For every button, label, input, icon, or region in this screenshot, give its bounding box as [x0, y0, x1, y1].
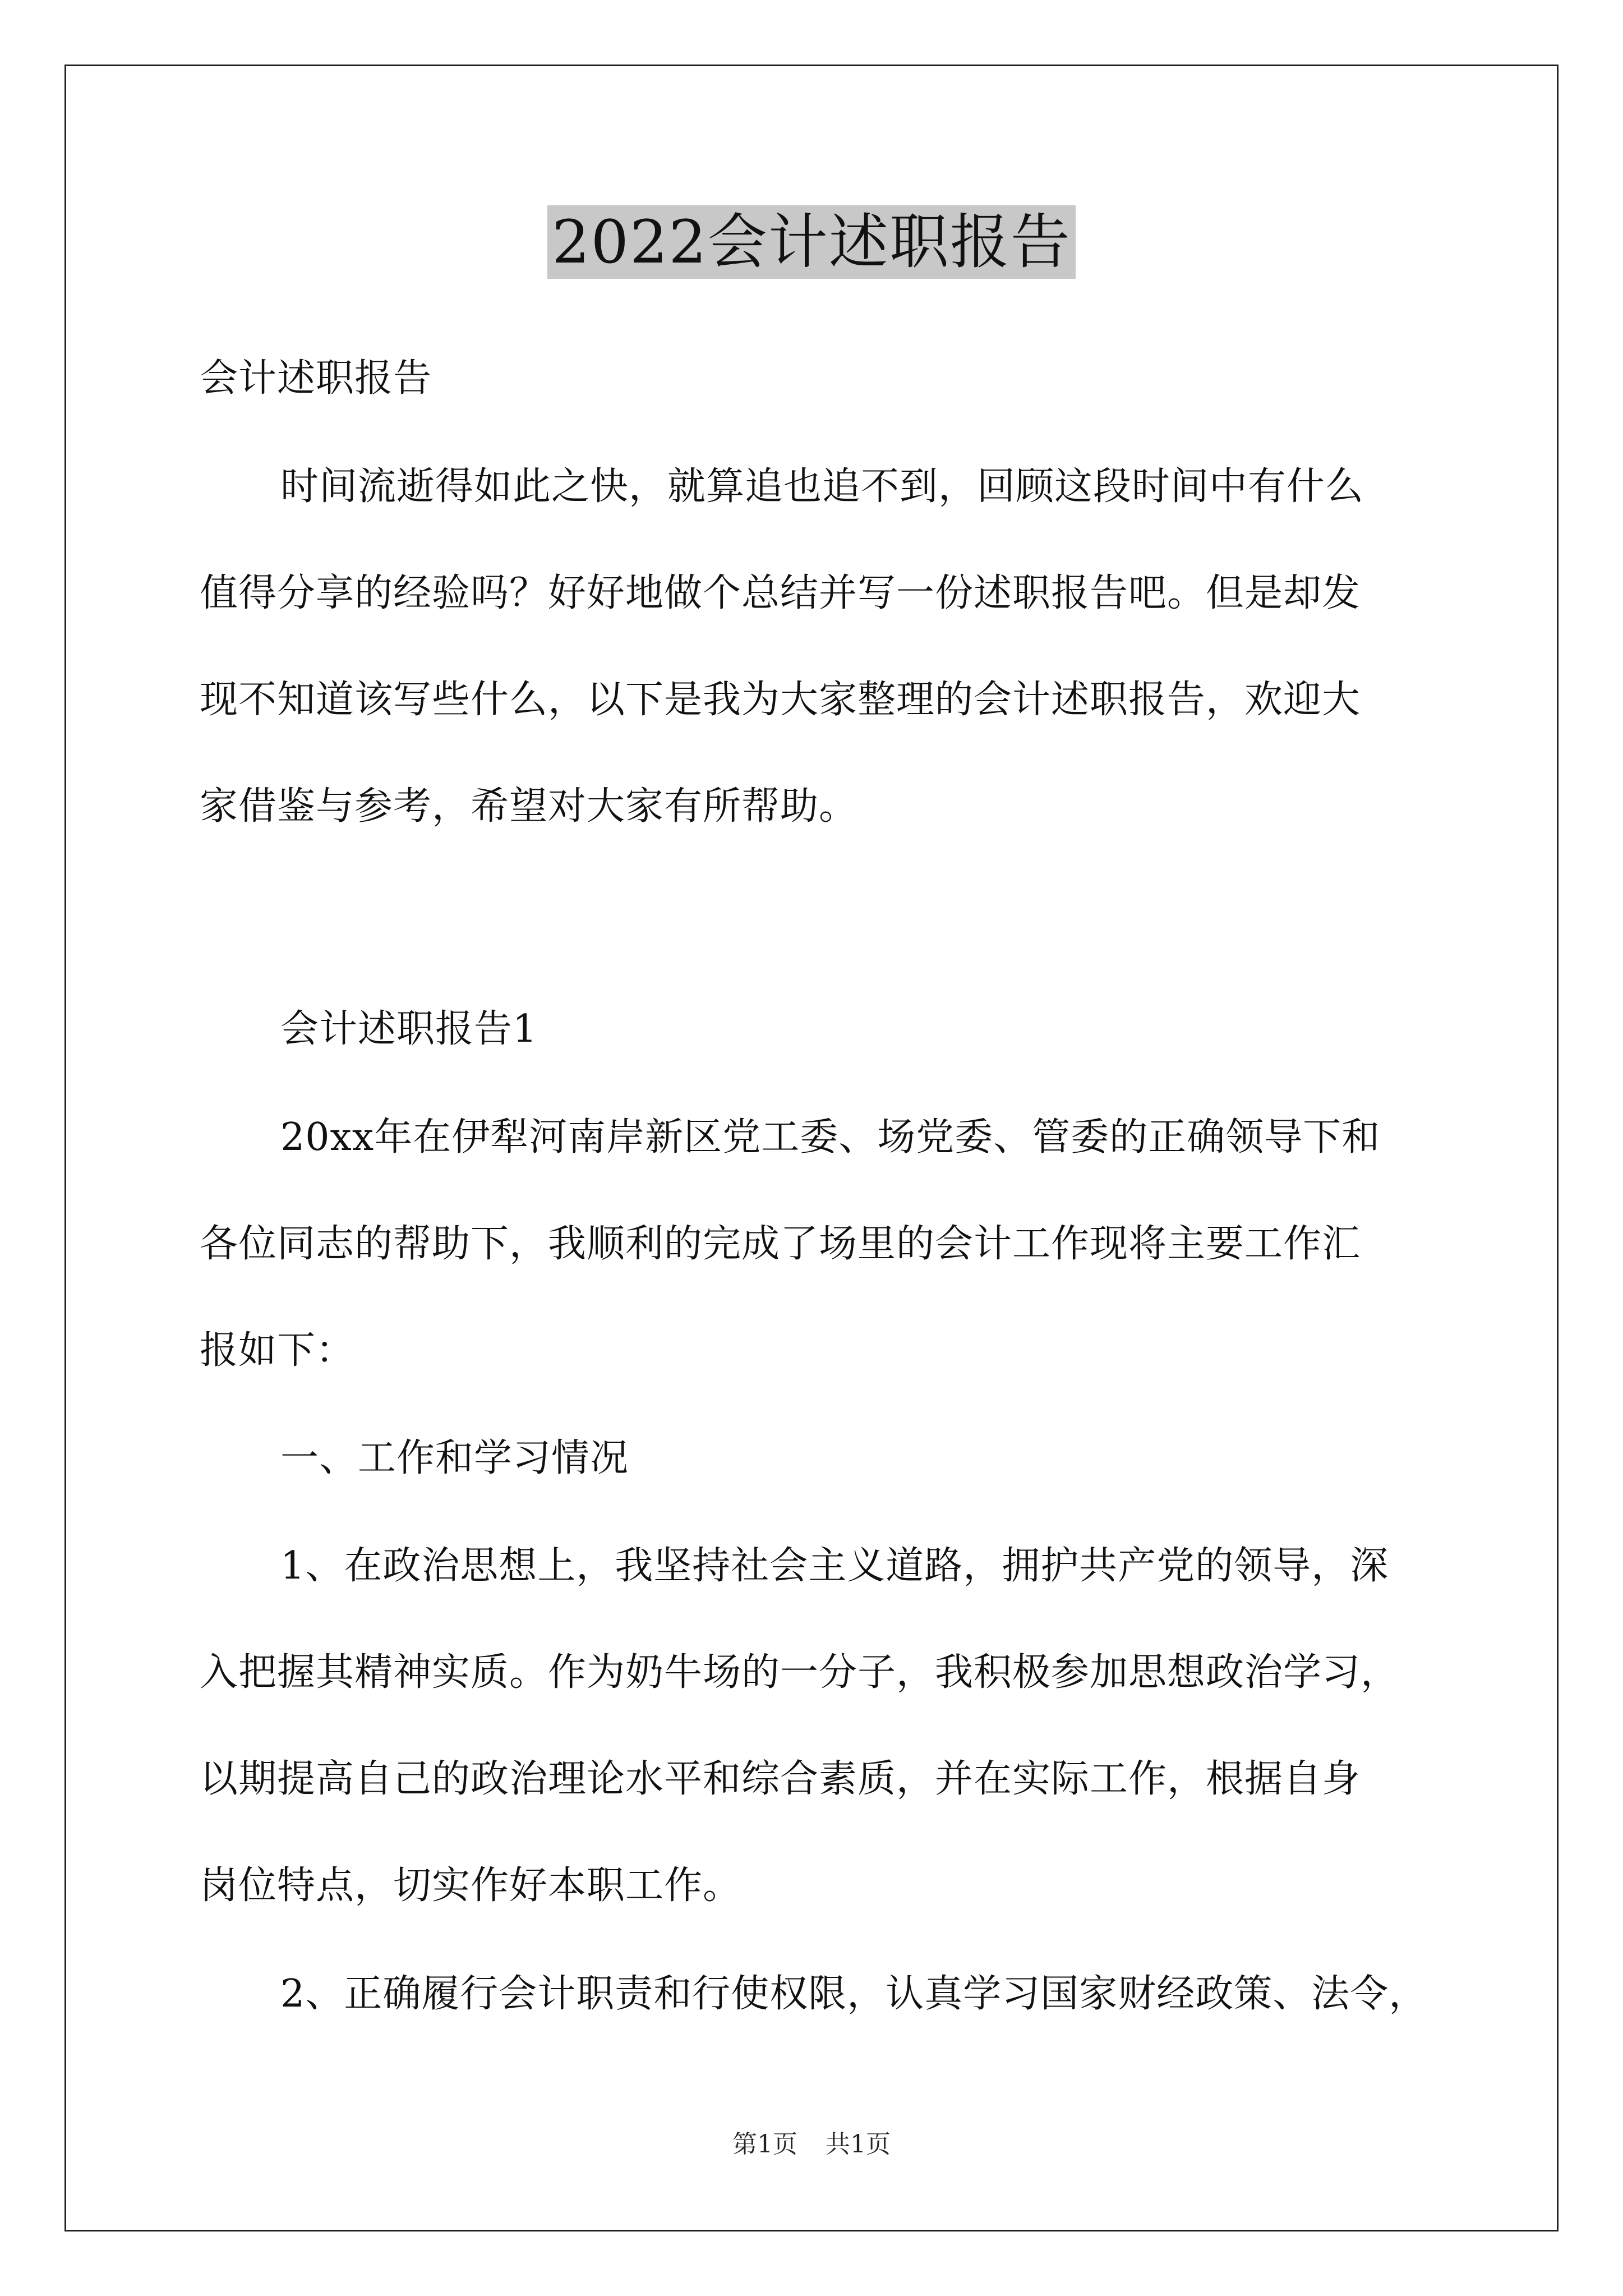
- sub-heading: 一、工作和学习情况: [280, 1436, 629, 1480]
- intro-line-4: 家借鉴与参考，希望对大家有所帮助。: [200, 784, 858, 829]
- item2-line-1: 2、正确履行会计职责和行使权限，认真学习国家财经政策、法令，: [280, 1972, 1428, 2016]
- page-footer: [0, 2128, 1623, 2161]
- document-title-text: 2022会计述职报告: [547, 205, 1076, 279]
- item1-line-1: 1、在政治思想上，我坚持社会主义道路，拥护共产党的领导，深: [280, 1544, 1389, 1588]
- section-line-2: 各位同志的帮助下，我顺利的完成了场里的会计工作现将主要工作汇: [200, 1222, 1361, 1266]
- item1-line-2: 入把握其精神实质。作为奶牛场的一分子，我积极参加思想政治学习，: [200, 1650, 1400, 1695]
- section-line-1: 20xx年在伊犁河南岸新区党工委、场党委、管委的正确领导下和: [280, 1115, 1381, 1159]
- intro-line-3: 现不知道该写些什么，以下是我为大家整理的会计述职报告，欢迎大: [200, 678, 1361, 722]
- intro-line-1: 时间流逝得如此之快，就算追也追不到，回顾这段时间中有什么: [280, 464, 1364, 509]
- page-number: 第1页: [732, 2130, 797, 2159]
- intro-line-2: 值得分享的经验吗？好好地做个总结并写一份述职报告吧。但是却发: [200, 571, 1361, 615]
- document-subtitle: 会计述职报告: [200, 356, 432, 401]
- section-heading: 会计述职报告1: [280, 1007, 538, 1051]
- document-title: [0, 203, 1623, 282]
- item1-line-4: 岗位特点，切实作好本职工作。: [200, 1864, 742, 1908]
- item1-line-3: 以期提高自己的政治理论水平和综合素质，并在实际工作，根据自身: [200, 1757, 1361, 1801]
- page-total: 共1页: [826, 2130, 891, 2159]
- section-line-3: 报如下：: [200, 1328, 355, 1373]
